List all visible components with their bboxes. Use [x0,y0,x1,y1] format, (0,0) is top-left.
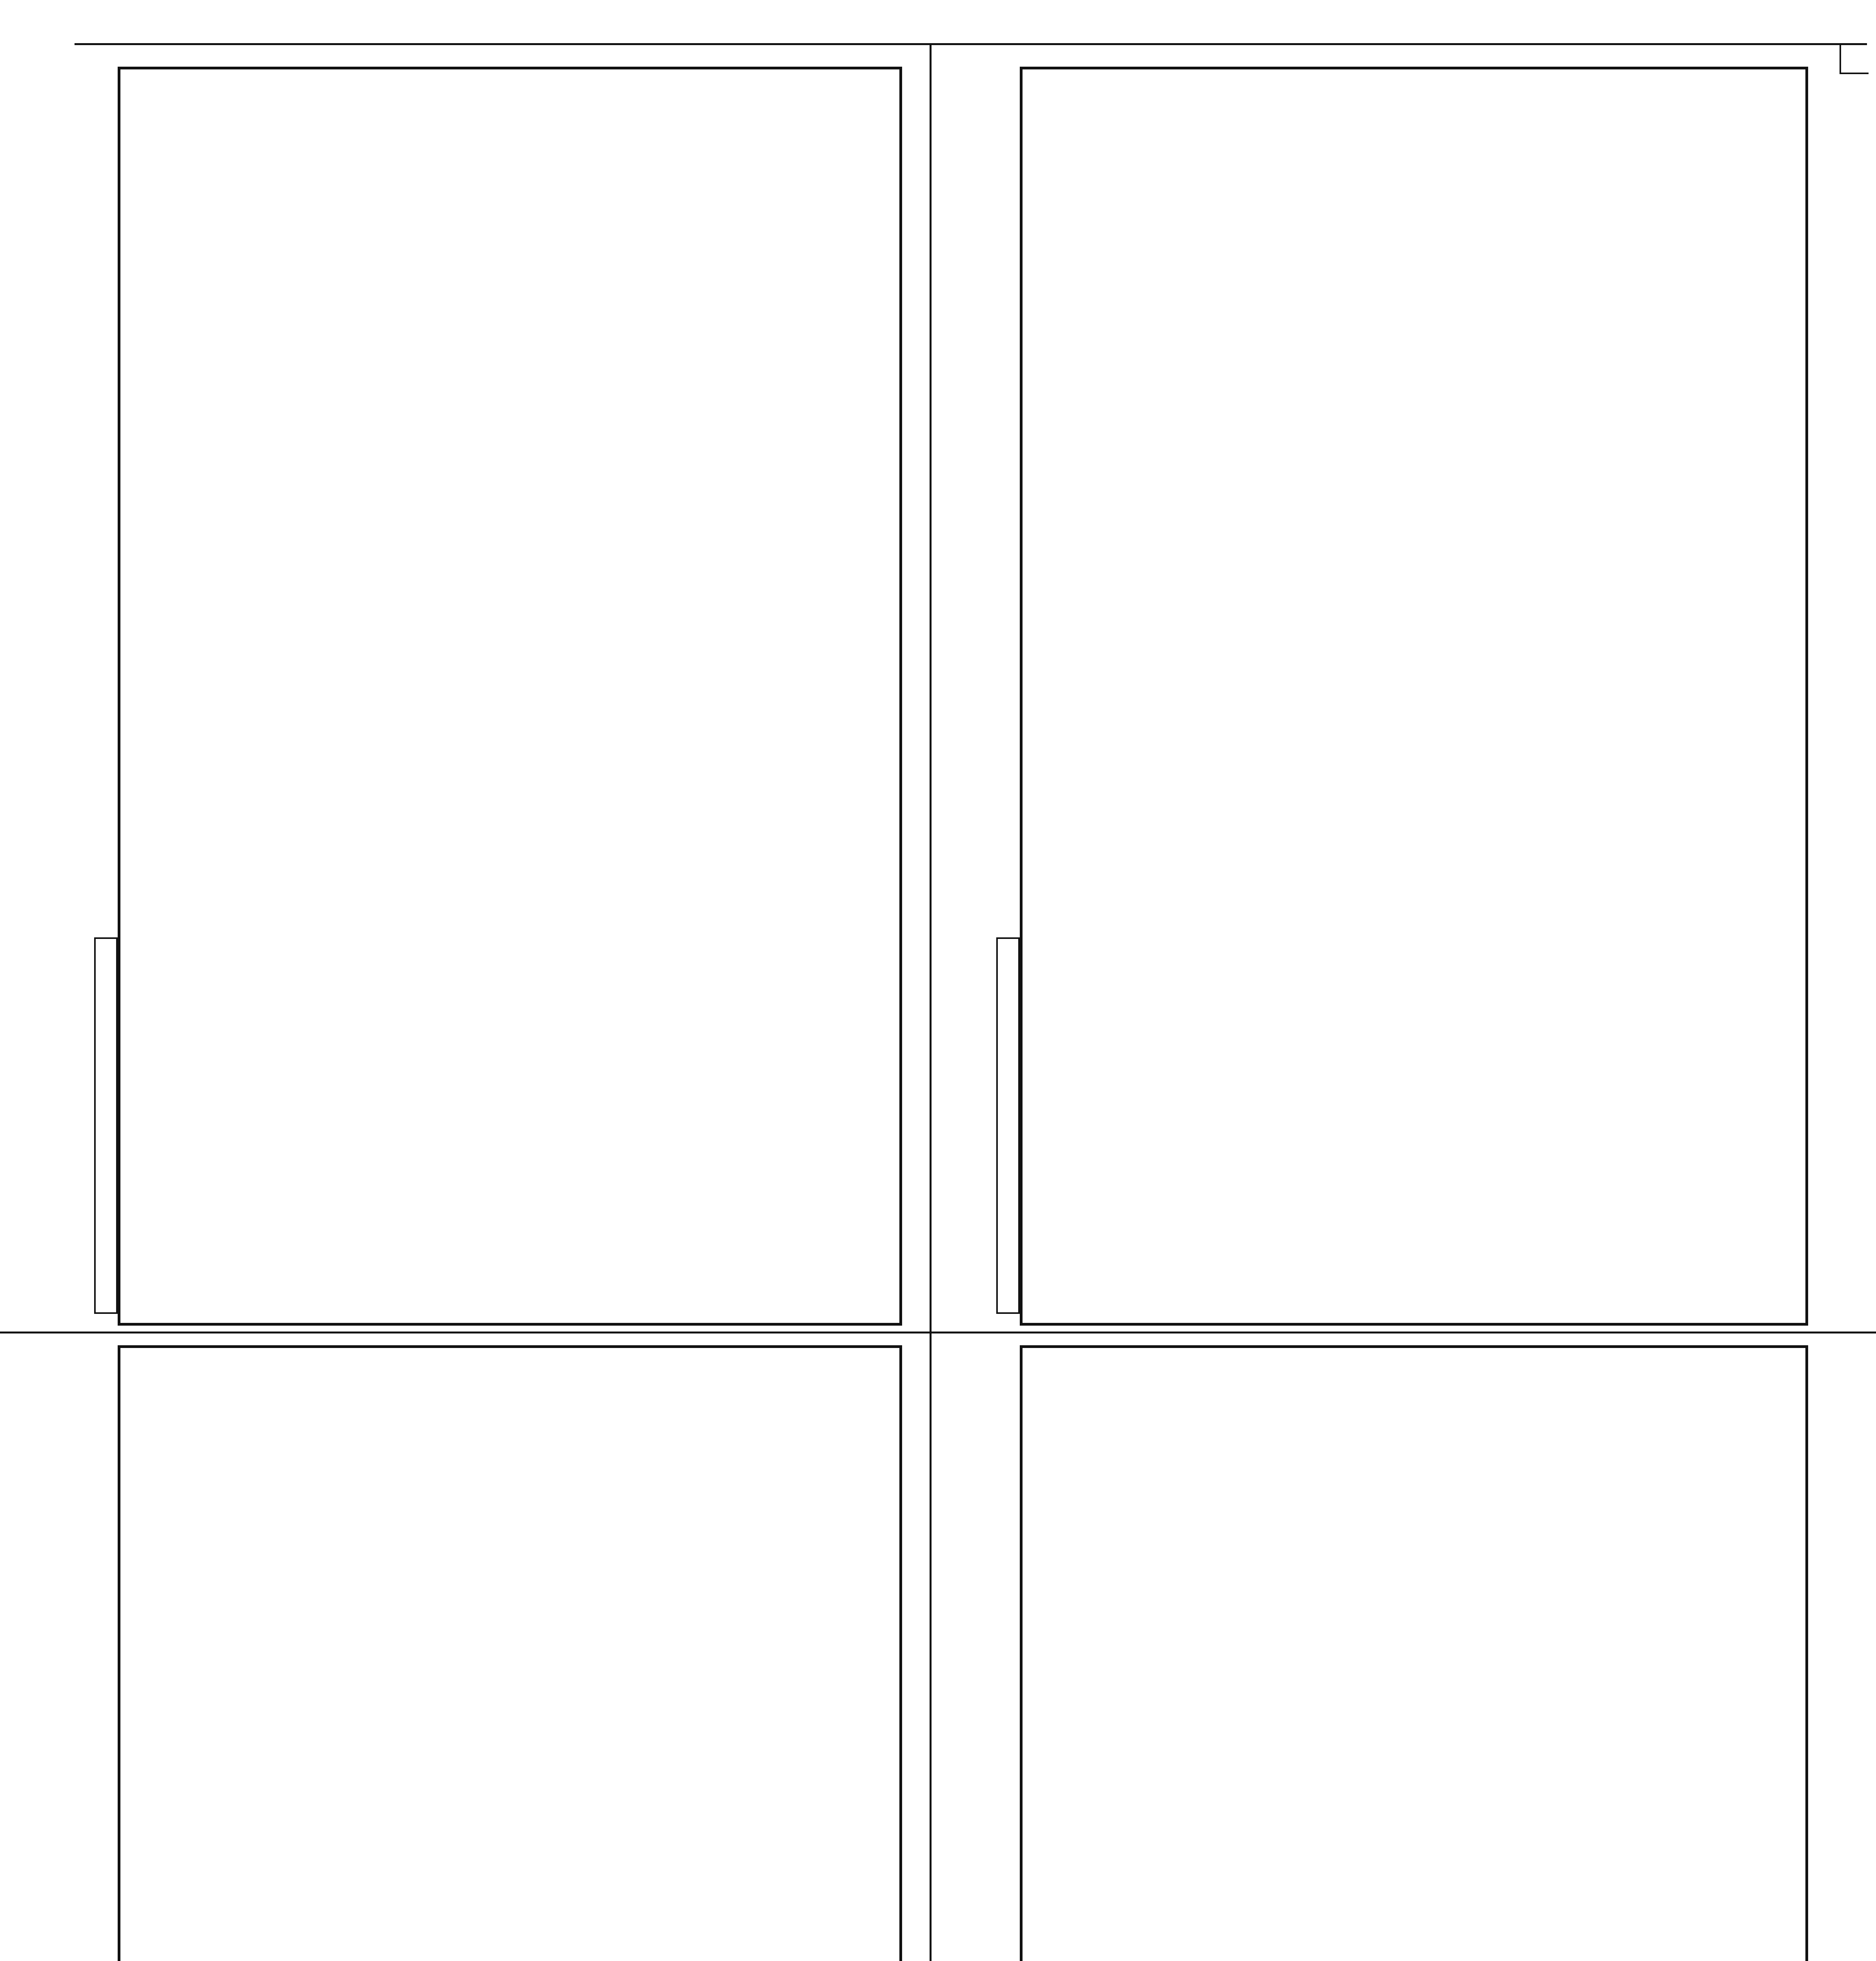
sheet-6-table [118,155,902,1300]
sheet-5-right-table [1424,1432,1808,1961]
sheet-6-side-box [94,937,118,1314]
horizontal-divider [0,1332,1876,1333]
sheet-6 [71,67,902,1326]
sheet-7 [969,67,1812,1326]
vertical-divider [930,43,932,1961]
page-number-box [1840,45,1869,74]
top-border-line [75,43,1867,45]
sheet-5-left-table [1020,1432,1432,1961]
sheet-5 [969,1345,1812,1961]
sheet-8 [71,1345,902,1961]
sheet-7-side-box [996,937,1020,1314]
sheet-5-tech-requirements [1243,1520,1792,1677]
sheet-7-table [1020,147,1808,1300]
sheet-8-table [118,1441,902,1961]
